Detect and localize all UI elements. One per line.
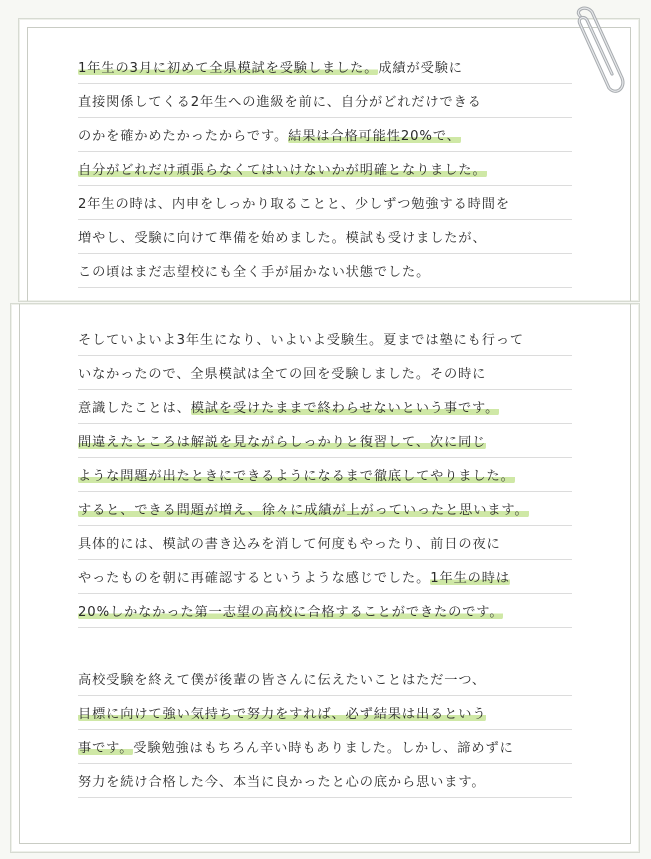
- text-line: [78, 662, 572, 696]
- text-line: [78, 118, 572, 152]
- highlighted-text: 目標に向けて強い気持ちで努力をすれば、必ず結果は出るという: [78, 707, 487, 722]
- text-line: [78, 220, 572, 254]
- line-text: [78, 261, 430, 280]
- text-line: [78, 594, 572, 628]
- highlighted-text: 間違えたところは解説を見ながらしっかりと復習して、次に同じ: [78, 435, 487, 450]
- line-text: [78, 397, 499, 416]
- line-text: [78, 533, 501, 552]
- plain-text: そしていよいよ3年生になり、いよいよ受験生。夏までは塾にも行って: [78, 333, 524, 348]
- highlighted-text: 20%しかなかった第一志望の高校に合格することができたのです。: [78, 605, 504, 620]
- plain-text: 増やし、受験に向けて準備を始めました。模試も受けましたが、: [78, 231, 487, 246]
- line-text: [78, 125, 461, 144]
- highlighted-text: ような問題が出たときにできるようになるまで徹底してやりました。: [78, 469, 515, 484]
- line-text: [78, 57, 463, 76]
- line-text: [78, 329, 524, 348]
- line-text: [78, 431, 486, 450]
- text-line: [78, 526, 572, 560]
- plain-text: のかを確かめたかったからです。: [78, 129, 289, 144]
- text-line: [78, 730, 572, 764]
- text-line: [78, 492, 572, 526]
- highlighted-text: 自分がどれだけ頑張らなくてはいけないかが明確となりました。: [78, 163, 487, 178]
- plain-text: 直接関係してくる2年生への進級を前に、自分がどれだけできる: [78, 95, 482, 110]
- line-text: [78, 193, 510, 212]
- text-line: [78, 458, 572, 492]
- plain-text: いなかったので、全県模試は全ての回を受験しました。その時に: [78, 367, 487, 382]
- line-text: [78, 567, 510, 586]
- plain-text: 具体的には、模試の書き込みを消して何度もやったり、前日の夜に: [78, 537, 501, 552]
- line-text: [78, 91, 482, 110]
- text-line: [78, 764, 572, 798]
- plain-text: この頃はまだ志望校にも全く手が届かない状態でした。: [78, 265, 431, 280]
- paragraph-3: [78, 662, 572, 798]
- text-line: [78, 186, 572, 220]
- plain-text: 成績が受験に: [378, 61, 463, 76]
- paragraph-1: [78, 50, 572, 288]
- text-line: [78, 50, 572, 84]
- plain-text: 高校受験を終えて僕が後輩の皆さんに伝えたいことはただ一つ、: [78, 673, 487, 688]
- line-text: [78, 771, 485, 790]
- line-text: [78, 363, 486, 382]
- line-text: [78, 465, 515, 484]
- highlighted-text: 事です。: [78, 741, 134, 756]
- plain-text: 2年生の時は、内申をしっかり取ることと、少しずつ勉強する時間を: [78, 197, 510, 212]
- line-text: [78, 601, 503, 620]
- paperclip-icon: [566, 6, 628, 98]
- line-text: [78, 737, 514, 756]
- highlighted-text: 1年生の時は: [430, 571, 510, 586]
- highlighted-text: 模試を受けたままで終わらせないという事です。: [190, 401, 500, 416]
- text-line: [78, 696, 572, 730]
- text-line: [78, 356, 572, 390]
- line-text: [78, 703, 486, 722]
- highlighted-text: 1年生の3月に初めて全県模試を受験しました。: [78, 61, 379, 76]
- text-line: [78, 322, 572, 356]
- plain-text: 意識したことは、: [78, 401, 191, 416]
- text-line: [78, 84, 572, 118]
- line-text: [78, 499, 529, 518]
- text-line: [78, 424, 572, 458]
- text-line: [78, 390, 572, 424]
- highlighted-text: すると、できる問題が増え、徐々に成績が上がっていったと思います。: [78, 503, 529, 518]
- paragraph-2: [78, 322, 572, 628]
- text-line: [78, 254, 572, 288]
- line-text: [78, 227, 487, 246]
- plain-text: 努力を続け合格した今、本当に良かったと心の底から思います。: [78, 775, 486, 790]
- plain-text: やったものを朝に再確認するというような感じでした。: [78, 571, 431, 586]
- plain-text: 受験勉強はもちろん辛い時もありました。しかし、諦めずに: [133, 741, 514, 756]
- text-line: [78, 560, 572, 594]
- text-line: [78, 152, 572, 186]
- line-text: [78, 159, 487, 178]
- highlighted-text: 結果は合格可能性20%で、: [288, 129, 461, 144]
- line-text: [78, 669, 486, 688]
